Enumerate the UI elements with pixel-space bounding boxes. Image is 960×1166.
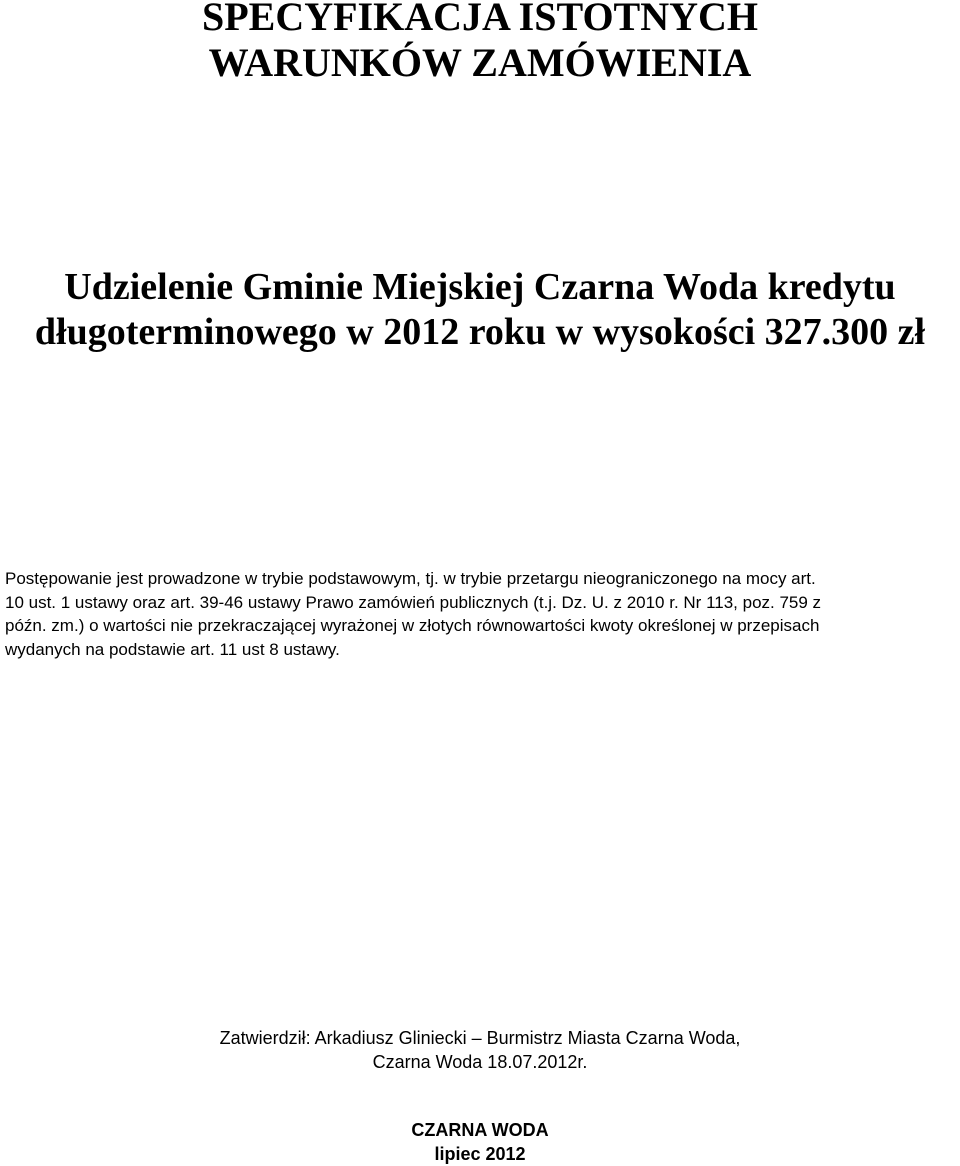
procedure-line-4: wydanych na podstawie art. 11 ust 8 ustawy. [5, 639, 340, 659]
procedure-line-3: późn. zm.) o wartości nie przekraczającej wyrażonej w złotych równowartości kwoty określonej w przepisach [5, 616, 820, 635]
document-title-line-1: SPECYFIKACJA ISTOTNYCH [201, 0, 759, 39]
procurement-subject-line-2: długoterminowego w 2012 roku w wysokości 327.300 zł [34, 311, 926, 353]
procedure-line-1: Postępowanie jest prowadzone w trybie podstawowym, tj. w trybie przetargu nieograniczonego na mocy art. [5, 569, 816, 588]
approval-block [0, 1026, 960, 1074]
approval-signatory: Zatwierdził: Arkadiusz Gliniecki – Burmistrz Miasta Czarna Woda, [219, 1028, 741, 1048]
document-title [0, 0, 960, 86]
procedure-description [5, 567, 955, 661]
document-footer [0, 1118, 960, 1166]
footer-date: lipiec 2012 [434, 1144, 526, 1164]
document-title-line-2: WARUNKÓW ZAMÓWIENIA [208, 40, 752, 85]
approval-place-date: Czarna Woda 18.07.2012r. [372, 1052, 588, 1072]
procurement-subject-line-1: Udzielenie Gminie Miejskiej Czarna Woda kredytu [64, 266, 896, 308]
procurement-subject [0, 265, 960, 355]
footer-place: CZARNA WODA [411, 1120, 549, 1140]
procedure-line-2: 10 ust. 1 ustawy oraz art. 39-46 ustawy Prawo zamówień publicznych (t.j. Dz. U. z 2010 r. Nr 113, poz. 759 z [5, 592, 822, 612]
